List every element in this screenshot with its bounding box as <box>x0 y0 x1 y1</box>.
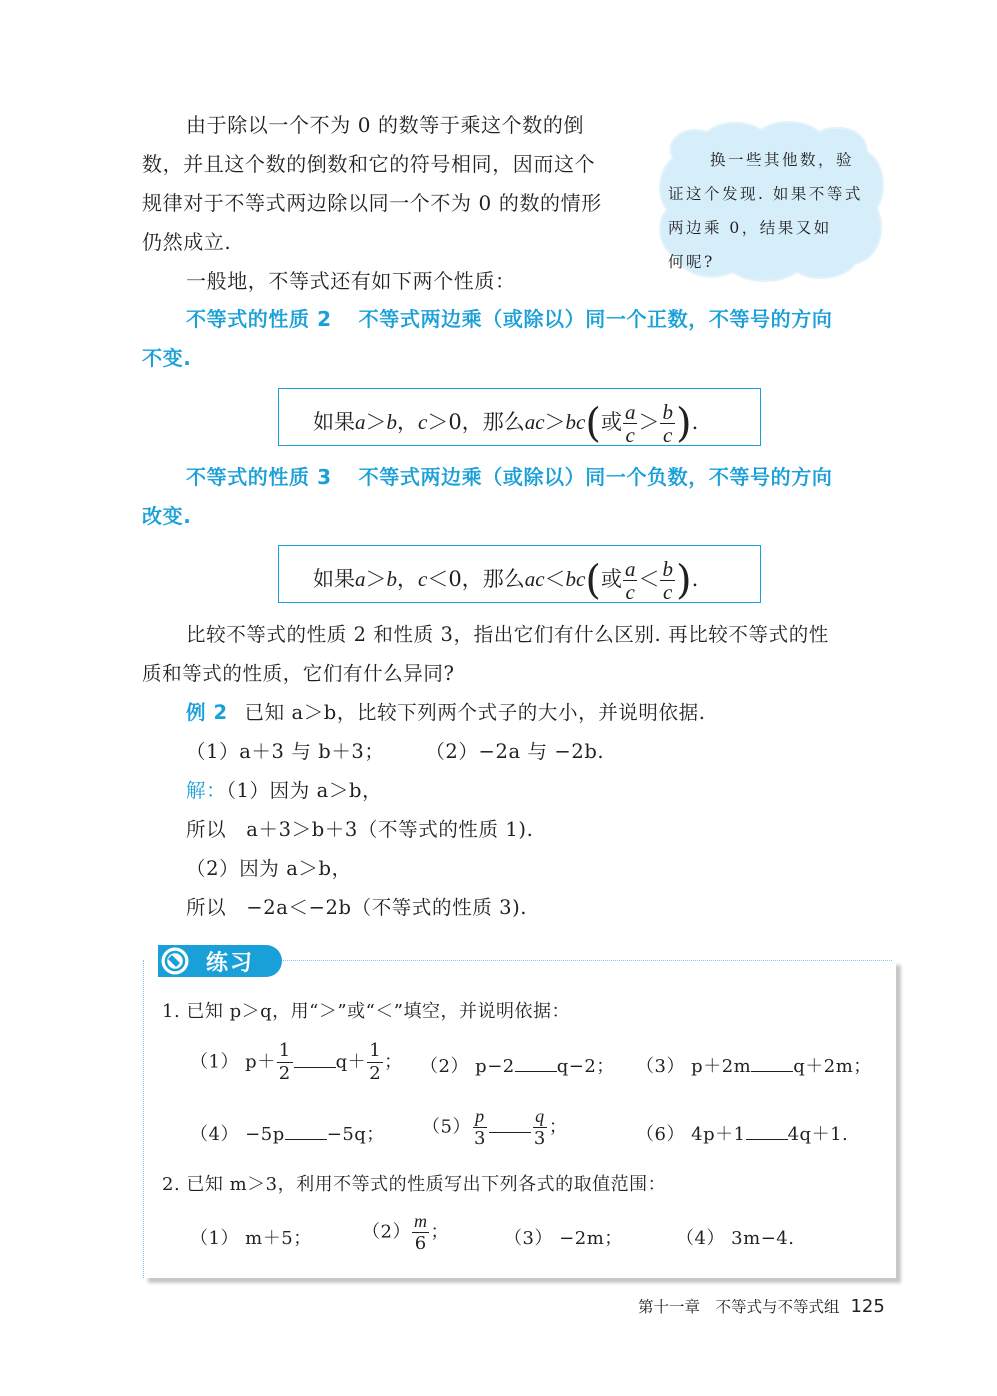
numerator: b <box>662 400 673 424</box>
var-c: c <box>418 567 428 591</box>
solution-line-4: 所以 −2a＜−2b（不等式的性质 3). <box>186 896 528 919</box>
condition: ＜0，那么 <box>427 567 525 591</box>
numerator: b <box>662 557 673 581</box>
q1-5-label: （5） <box>422 1116 471 1138</box>
semicolon: ； <box>548 1116 568 1138</box>
note-line-2: 证这个发现. 如果不等式 <box>668 185 863 203</box>
fraction-m-over-6 <box>412 1210 430 1255</box>
fraction-b-over-c <box>660 401 675 446</box>
property-3-statement: 不等式两边乘（或除以）同一个负数，不等号的方向 <box>358 465 833 489</box>
numerator: 1 <box>369 1040 382 1061</box>
var-b: b <box>386 567 397 591</box>
fraction-half <box>367 1040 383 1085</box>
exercise-q1-3 <box>636 1052 872 1078</box>
right-paren: ) <box>675 557 692 604</box>
numerator: m <box>413 1211 428 1231</box>
var-b: b <box>386 410 397 434</box>
fraction-a-over-c <box>623 401 638 446</box>
answer-blank[interactable] <box>746 1123 788 1140</box>
exercise-q1-2 <box>420 1052 615 1078</box>
q2-2-label: （2） <box>362 1221 411 1243</box>
var-bc: bc <box>565 410 586 434</box>
var-ac: ac <box>524 567 545 591</box>
property-3 <box>142 458 902 536</box>
q1-3-right: q＋2m； <box>793 1056 872 1077</box>
q1-4-left: （4） −5p <box>190 1124 285 1145</box>
chapter-title: 第十一章 不等式与不等式组 <box>638 1298 840 1316</box>
property-3-formula-box <box>278 545 761 603</box>
denominator: 2 <box>278 1063 291 1084</box>
answer-blank[interactable] <box>294 1051 336 1068</box>
word-or: 或 <box>600 567 622 591</box>
example-2-items: （1）a＋3 与 b＋3； （2）−2a 与 −2b. <box>186 740 605 763</box>
example-2-label: 例 2 <box>186 701 228 724</box>
numerator: q <box>535 1106 545 1126</box>
q1-1-left: （1） p＋ <box>190 1051 276 1073</box>
denominator: 3 <box>533 1128 546 1149</box>
formula-word: 如果 <box>313 567 355 591</box>
intro-line-3: 规律对于不等式两边除以同一个不为 0 的数的情形 <box>142 191 602 215</box>
formula-word: 如果 <box>313 410 355 434</box>
exercise-title: 练习 <box>206 951 255 976</box>
cloud-note-text <box>668 143 880 279</box>
fraction-half <box>277 1040 293 1085</box>
intro-line-2: 数，并且这个数的倒数和它的符号相同，因而这个 <box>142 152 596 176</box>
denominator: 2 <box>369 1063 382 1084</box>
numerator: p <box>475 1106 485 1126</box>
intro-line-4: 仍然成立. <box>142 230 232 254</box>
semicolon: ； <box>384 1051 403 1073</box>
gt-sign: ＞ <box>365 567 387 591</box>
note-line-3: 两边乘 0，结果又如 <box>668 219 832 237</box>
property-2-line-1 <box>142 300 902 339</box>
solution-line-1 <box>186 771 886 810</box>
var-a: a <box>355 567 366 591</box>
denominator: c <box>663 423 673 447</box>
q1-3-left: （3） p＋2m <box>636 1056 752 1077</box>
exercise-q2-1: （1） m＋5； <box>190 1228 312 1249</box>
answer-blank[interactable] <box>285 1123 327 1140</box>
solution-label: 解： <box>186 779 227 802</box>
property-2-statement: 不等式两边乘（或除以）同一个正数，不等号的方向 <box>358 307 833 331</box>
example-2-question <box>186 693 886 732</box>
exercise-q1-4 <box>190 1120 385 1146</box>
compare-paragraph <box>142 615 902 693</box>
left-paren: ( <box>585 557 601 604</box>
answer-blank[interactable] <box>489 1116 531 1133</box>
property-2-formula <box>313 401 698 446</box>
relation-sign: ＞ <box>638 410 660 434</box>
exercise-pencil-icon <box>158 945 192 977</box>
var-a: a <box>355 410 366 434</box>
gt-sign: ＞ <box>365 410 387 434</box>
solution-line-3: （2）因为 a＞b， <box>186 857 352 880</box>
comma: ， <box>397 567 418 591</box>
page-number: 125 <box>850 1296 885 1317</box>
var-c: c <box>418 410 428 434</box>
answer-blank[interactable] <box>751 1055 793 1072</box>
numerator: 1 <box>278 1040 291 1061</box>
intro-paragraph <box>142 106 642 301</box>
property-3-formula <box>313 558 698 603</box>
example-2-text: 已知 a＞b，比较下列两个式子的大小，并说明依据. <box>244 701 706 724</box>
period: . <box>691 567 699 591</box>
property-2-formula-box <box>278 388 761 446</box>
note-line-4: 何呢? <box>668 253 715 271</box>
exercise-q1: 1. 已知 p＞q，用“＞”或“＜”填空，并说明依据： <box>162 1001 570 1022</box>
relation-sign: ＞ <box>544 410 566 434</box>
compare-line-1: 比较不等式的性质 2 和性质 3，指出它们有什么区别. 再比较不等式的性 <box>186 623 829 646</box>
fraction-q-over-3 <box>532 1105 548 1150</box>
exercise-q2: 2. 已知 m＞3，利用不等式的性质写出下列各式的取值范围： <box>162 1174 667 1195</box>
word-or: 或 <box>600 410 622 434</box>
solution-line-2: 所以 a＋3＞b＋3（不等式的性质 1). <box>186 818 534 841</box>
period: . <box>691 410 699 434</box>
comma: ， <box>397 410 418 434</box>
denominator: 6 <box>414 1233 427 1254</box>
property-3-line-1 <box>142 458 902 497</box>
general-properties-line: 一般地，不等式还有如下两个性质： <box>186 269 516 293</box>
exercise-q1-6 <box>636 1120 848 1146</box>
denominator: c <box>663 580 673 604</box>
left-paren: ( <box>585 400 601 447</box>
fraction-a-over-c <box>623 558 638 603</box>
exercise-q2-4: （4） 3m−4. <box>676 1228 795 1249</box>
denominator: c <box>625 423 635 447</box>
solution-text-1: （1）因为 a＞b， <box>226 779 383 802</box>
note-line-1: 换一些其他数，验 <box>710 151 855 169</box>
condition: ＞0，那么 <box>427 410 525 434</box>
compare-line-2: 质和等式的性质，它们有什么异同? <box>142 662 455 685</box>
var-ac: ac <box>524 410 545 434</box>
numerator: a <box>624 557 636 581</box>
relation-sign: ＜ <box>544 567 566 591</box>
property-2-title: 不等式的性质 2 <box>186 307 332 331</box>
example-2 <box>186 693 886 927</box>
var-bc: bc <box>565 567 586 591</box>
denominator: 3 <box>473 1128 486 1149</box>
intro-line-1: 由于除以一个不为 0 的数等于乘这个数的倒 <box>186 113 585 137</box>
denominator: c <box>625 580 635 604</box>
numerator: a <box>624 400 636 424</box>
relation-sign: ＜ <box>638 567 660 591</box>
property-3-statement-end: 改变. <box>142 504 192 528</box>
exercise-q1-5 <box>422 1105 567 1150</box>
property-3-title: 不等式的性质 3 <box>186 465 332 489</box>
exercise-top-rule <box>280 960 892 961</box>
q1-1-right: q＋ <box>335 1051 367 1073</box>
property-2-statement-end: 不变. <box>142 346 192 370</box>
semicolon: ； <box>430 1221 449 1243</box>
exercise-q1-1 <box>190 1040 403 1085</box>
q1-6-left: （6） 4p＋1 <box>636 1124 746 1145</box>
property-2 <box>142 300 902 378</box>
page-footer <box>638 1295 885 1317</box>
q1-4-right: −5q； <box>326 1124 385 1145</box>
fraction-b-over-c <box>660 558 675 603</box>
exercise-q2-3: （3） −2m； <box>504 1228 623 1249</box>
exercise-q2-2 <box>362 1210 449 1255</box>
q1-6-right: 4q＋1. <box>787 1124 849 1145</box>
right-paren: ) <box>675 400 692 447</box>
q1-2-right: q−2； <box>556 1056 615 1077</box>
q1-2-left: （2） p−2 <box>420 1056 515 1077</box>
answer-blank[interactable] <box>515 1055 557 1072</box>
fraction-p-over-3 <box>472 1105 488 1150</box>
